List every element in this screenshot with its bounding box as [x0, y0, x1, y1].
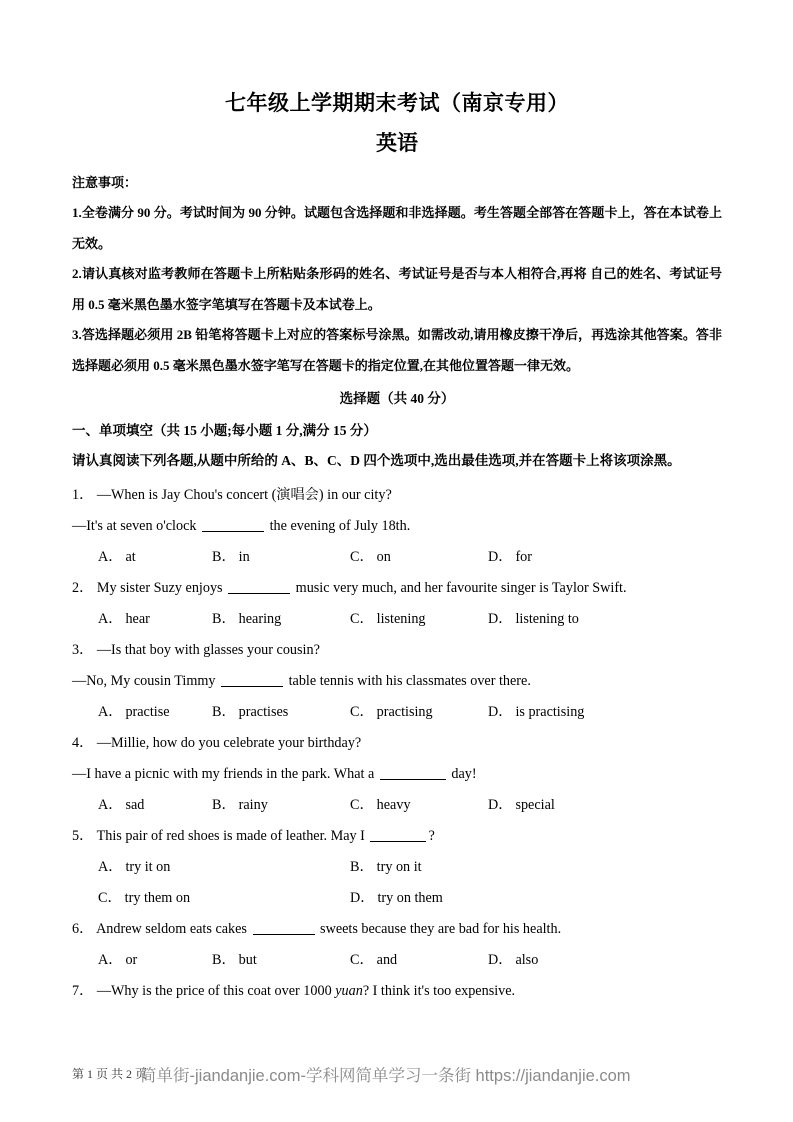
- question-1-text-2: —It's at seven o'clock: [72, 518, 201, 534]
- question-1-text-1: —When is Jay Chou's concert (演唱会) in our city?: [96, 487, 392, 503]
- notice-item-2: 2.请认真核对监考教师在答题卡上所粘贴条形码的姓名、考试证号是否与本人相符合,再将 自己的姓名、考试证号用 0.5 毫米黑色墨水签字笔填写在答题卡及本试卷上。: [72, 266, 722, 312]
- question-3-number: 3．: [72, 642, 94, 658]
- notice-block: [72, 172, 722, 381]
- answer-blank[interactable]: [228, 593, 290, 594]
- question-1-line-2: [72, 511, 722, 542]
- question-6-text-2: sweets because they are bad for his health.: [316, 921, 562, 937]
- option-b[interactable]: B． practises: [212, 704, 289, 720]
- question-1: [72, 480, 722, 573]
- question-6-text-1: Andrew seldom eats cakes: [96, 921, 251, 937]
- option-d[interactable]: D． for: [488, 549, 532, 565]
- question-5: [72, 821, 722, 914]
- option-b[interactable]: B． but: [212, 952, 257, 968]
- part-one-direction: 请认真阅读下列各题,从题中所给的 A、B、C、D 四个选项中,选出最佳选项,并在答题卡上将该项涂黑。: [72, 453, 681, 468]
- question-3-line-2: [72, 666, 722, 697]
- question-7-line-1: [72, 976, 722, 1007]
- question-2-number: 2．: [72, 580, 94, 596]
- question-4-text-3: day!: [447, 766, 477, 782]
- answer-blank[interactable]: [380, 779, 446, 780]
- question-7-text-2: ? I think it's too expensive.: [362, 983, 516, 999]
- answer-blank[interactable]: [202, 531, 264, 532]
- option-b[interactable]: B． rainy: [212, 797, 268, 813]
- question-2-line-1: [72, 573, 722, 604]
- question-6-number: 6．: [72, 921, 94, 937]
- question-4-line-1: [72, 728, 722, 759]
- option-c[interactable]: C． heavy: [350, 797, 411, 813]
- question-1-line-1: [72, 480, 722, 511]
- option-c[interactable]: C． on: [350, 549, 391, 565]
- answer-blank[interactable]: [253, 934, 315, 935]
- question-3-line-1: [72, 635, 722, 666]
- question-3: [72, 635, 722, 728]
- question-4-options: [72, 790, 722, 821]
- question-7-number: 7．: [72, 983, 94, 999]
- question-5-number: 5．: [72, 828, 94, 844]
- question-5-text-1: This pair of red shoes is made of leather. May I: [96, 828, 369, 844]
- option-d[interactable]: D． is practising: [488, 704, 585, 720]
- question-5-text-2: ?: [428, 828, 435, 844]
- question-2-text-2: music very much, and her favourite singer is Taylor Swift.: [292, 580, 627, 596]
- answer-blank[interactable]: [370, 841, 426, 842]
- page-footer: [0, 1060, 793, 1100]
- notice-heading: 注意事项：: [72, 175, 138, 190]
- question-2-text-1: My sister Suzy enjoys: [96, 580, 227, 596]
- option-b[interactable]: B． in: [212, 549, 250, 565]
- question-5-line-1: [72, 821, 722, 852]
- question-5-options-row-2: [72, 883, 722, 914]
- question-6-options: [72, 945, 722, 976]
- watermark-text: 简单街-jiandanjie.com-学科网简单学习一条街 https://jiandanjie.com: [140, 1067, 631, 1085]
- question-1-number: 1．: [72, 487, 94, 503]
- option-a[interactable]: A． or: [98, 952, 138, 968]
- question-7-italic-term: yuan: [335, 983, 363, 999]
- option-d[interactable]: D． special: [488, 797, 555, 813]
- question-6-line-1: [72, 914, 722, 945]
- option-a[interactable]: A． sad: [98, 797, 145, 813]
- question-4-text-2: —I have a picnic with my friends in the park. What a: [72, 766, 378, 782]
- question-3-options: [72, 697, 722, 728]
- part-one-title: 一、单项填空（共 15 小题;每小题 1 分,满分 15 分）: [72, 423, 377, 438]
- question-2-options: [72, 604, 722, 635]
- question-7-text-1: —Why is the price of this coat over 1000: [96, 983, 336, 999]
- option-b[interactable]: B． hearing: [212, 611, 282, 627]
- question-3-text-1: —Is that boy with glasses your cousin?: [96, 642, 320, 658]
- option-c[interactable]: C． try them on: [98, 890, 191, 906]
- option-c[interactable]: C． listening: [350, 611, 426, 627]
- question-6: [72, 914, 722, 976]
- subject-title: 英语: [376, 131, 418, 155]
- option-d[interactable]: D． also: [488, 952, 539, 968]
- question-4: [72, 728, 722, 821]
- question-3-text-2: —No, My cousin Timmy: [72, 673, 220, 689]
- question-3-text-3: table tennis with his classmates over there.: [285, 673, 531, 689]
- question-1-options: [72, 542, 722, 573]
- question-4-number: 4．: [72, 735, 94, 751]
- option-c[interactable]: C． and: [350, 952, 398, 968]
- option-a[interactable]: A． hear: [98, 611, 150, 627]
- option-d[interactable]: D． listening to: [488, 611, 579, 627]
- option-a[interactable]: A． try it on: [98, 859, 171, 875]
- answer-blank[interactable]: [221, 686, 283, 687]
- question-1-text-3: the evening of July 18th.: [266, 518, 411, 534]
- notice-item-3: 3.答选择题必须用 2B 铅笔将答题卡上对应的答案标号涂黑。如需改动,请用橡皮擦干净后，再选涂其他答案。答非选择题必须用 0.5 毫米黑色墨水签字笔写在答题卡的指定位置,在其他位置答题一律无效。: [72, 327, 722, 373]
- question-5-options-row-1: [72, 852, 722, 883]
- question-7: [72, 976, 722, 1007]
- page-number: 第 1 页 共 2 页: [72, 1067, 148, 1081]
- option-c[interactable]: C． practising: [350, 704, 433, 720]
- question-2: [72, 573, 722, 635]
- page-title: 七年级上学期期末考试（南京专用）: [225, 91, 569, 115]
- question-4-line-2: [72, 759, 722, 790]
- option-a[interactable]: A． at: [98, 549, 136, 565]
- option-b[interactable]: B． try on it: [350, 859, 422, 875]
- question-4-text-1: —Millie, how do you celebrate your birthday?: [96, 735, 362, 751]
- choice-section-header: 选择题（共 40 分）: [339, 391, 455, 406]
- option-d[interactable]: D． try on them: [350, 890, 443, 906]
- option-a[interactable]: A． practise: [98, 704, 170, 720]
- page-content: [72, 88, 722, 1007]
- notice-item-1: 1.全卷满分 90 分。考试时间为 90 分钟。试题包含选择题和非选择题。考生答题全部答在答题卡上，答在本试卷上无效。: [72, 205, 722, 251]
